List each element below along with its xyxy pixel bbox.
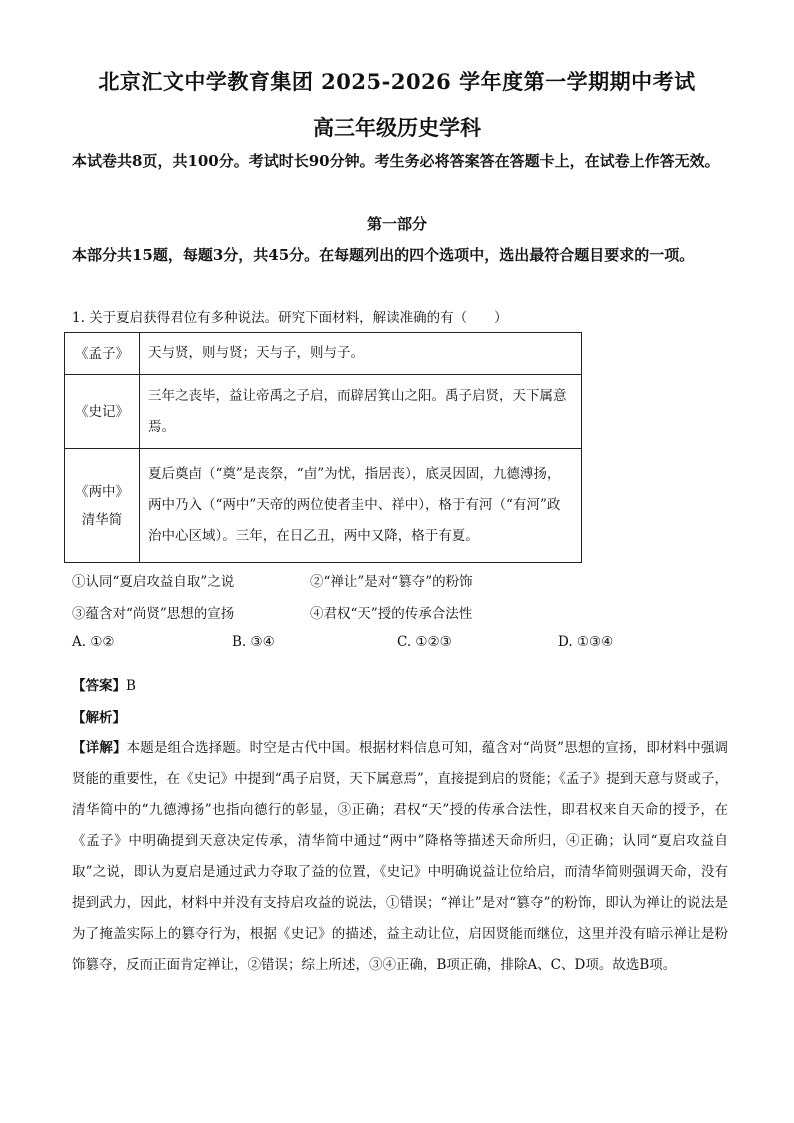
analysis-detail — [72, 733, 728, 981]
exam-title: 北京汇文中学教育集团 2025-2026 学年度第一学期期中考试 — [98, 69, 696, 94]
choice-b[interactable]: B. ③④ — [232, 634, 275, 650]
analysis-tag: 【解析】 — [72, 710, 126, 726]
table-row — [65, 449, 582, 563]
table-row — [65, 375, 582, 449]
statement-2: ②“禅让”是对“篡夺”的粉饰 — [310, 574, 473, 590]
analysis-label — [72, 706, 126, 726]
table-row — [65, 333, 582, 375]
exam-subtitle: 高三年级历史学科 — [313, 115, 481, 140]
statement-3: ③蕴含对“尚贤”思想的宣扬 — [72, 606, 235, 622]
detail-label: 【详解】 — [72, 740, 127, 756]
answer-line — [72, 674, 136, 694]
statement-4: ④君权“天”授的传承合法性 — [310, 606, 473, 622]
choice-d[interactable]: D. ①③④ — [558, 634, 614, 650]
materials-table — [64, 332, 582, 563]
answer-label: 【答案】 — [72, 678, 126, 694]
material-text: 夏后奠卣（“奠”是丧祭，“卣”为忧，指居丧），底灵因固，九德溥扬，两中乃入（“两中”天帝的两位使者圭中、祥中），格于有河（“有河”政治中心区域）。三年，在日乙丑，两中又降，格于有夏。 — [140, 449, 582, 563]
material-source: 《史记》 — [65, 375, 140, 449]
part-heading: 第一部分 — [366, 215, 427, 233]
material-text: 天与贤，则与贤；天与子，则与子。 — [140, 333, 582, 375]
choice-c[interactable]: C. ①②③ — [397, 634, 452, 650]
part-description: 本部分共15题，每题3分，共45分。在每题列出的四个选项中，选出最符合题目要求的一项。 — [72, 246, 695, 264]
answer-choices — [72, 634, 728, 654]
material-source: 《孟子》 — [65, 333, 140, 375]
exam-notice: 本试卷共8页，共100分。考试时长90分钟。考生务必将答案答在答题卡上，在试卷上作答无效。 — [72, 152, 720, 170]
detail-text: 本题是组合选择题。时空是古代中国。根据材料信息可知，蕴含对“尚贤”思想的宣扬，即材料中强调贤能的重要性，在《史记》中提到“禹子启贤，天下属意焉”，直接提到启的贤能；《孟子》提到天意与贤或子，清华简中的“九德溥扬”也指向德行的彰显，③正确；君权“天”授的传承合法性，即君权来自天命的授予，在《孟子》中明确提到天意决定传承，清华简中通过“两中”降格等描述天命所归，④正确；认同“夏启攻益自取”之说，即认为夏启是通过武力夺取了益的位置，《史记》中明确说益让位给启，而清华简则强调天命，没有提到武力，因此，材料中并没有支持启攻益的说法，①错误；“禅让”是对“篡夺”的粉饰，即认为禅让的说法是为了掩盖实际上的篡夺行为，根据《史记》的描述，益主动让位，启因贤能而继位，这里并没有暗示禅让是粉饰篡夺，反而正面肯定禅让，②错误；综上所述，③④正确，B项正确，排除A、C、D项。故选B项。 — [72, 740, 728, 973]
question-stem: 1. 关于夏启获得君位有多种说法。研究下面材料，解读准确的有（ ） — [72, 310, 508, 326]
material-text: 三年之丧毕，益让帝禹之子启，而辟居箕山之阳。禹子启贤，天下属意焉。 — [140, 375, 582, 449]
material-source: 《两中》清华简 — [65, 449, 140, 563]
statement-1: ①认同“夏启攻益自取”之说 — [72, 574, 235, 590]
answer-value: B — [126, 678, 136, 694]
choice-a[interactable]: A. ①② — [72, 634, 115, 650]
